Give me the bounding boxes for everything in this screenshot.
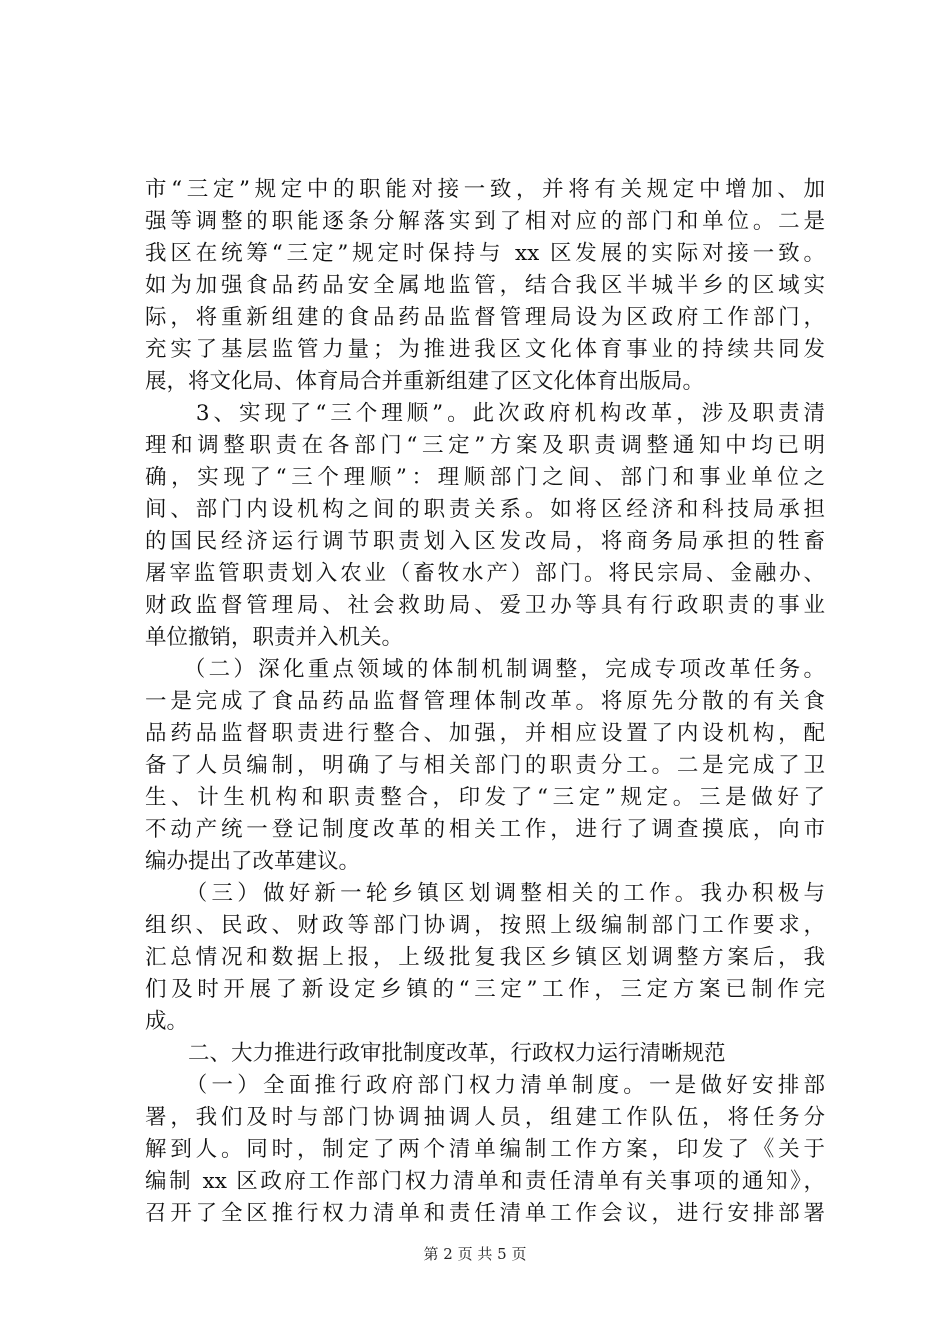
text-line: 召开了全区推行权力清单和责任清单工作会议，进行安排部署 bbox=[145, 1201, 825, 1226]
text-line: 成。 bbox=[145, 1009, 189, 1034]
page-footer: 第 2 页 共 5 页 bbox=[423, 1245, 527, 1263]
text-line: 二、大力推进行政审批制度改革，行政权力运行清晰规范 bbox=[145, 1041, 726, 1066]
text-line: 品药品监督职责进行整合、加强，并相应设置了内设机构，配 bbox=[145, 721, 825, 746]
text-line: 汇总情况和数据上报，上级批复我区乡镇区划调整方案后，我 bbox=[145, 945, 825, 970]
text-line: 编制 xx 区政府工作部门权力清单和责任清单有关事项的通知》， bbox=[145, 1169, 825, 1194]
text-line: 生、计生机构和职责整合，印发了“三定”规定。三是做好了 bbox=[145, 785, 825, 810]
document-body bbox=[145, 174, 825, 1230]
text-line: （二）深化重点领域的体制机制调整，完成专项改革任务。 bbox=[145, 657, 825, 682]
text-line: 组织、民政、财政等部门协调，按照上级编制部门工作要求， bbox=[145, 913, 825, 938]
text-line: 解到人。同时，制定了两个清单编制工作方案，印发了《关于 bbox=[145, 1137, 825, 1162]
text-line: 展，将文化局、体育局合并重新组建了区文化体育出版局。 bbox=[145, 369, 705, 394]
text-line: 充实了基层监管力量；为推进我区文化体育事业的持续共同发 bbox=[145, 337, 825, 362]
text-line: 署，我们及时与部门协调抽调人员，组建工作队伍，将任务分 bbox=[145, 1105, 825, 1130]
text-line: 们及时开展了新设定乡镇的“三定”工作，三定方案已制作完 bbox=[145, 977, 825, 1002]
text-line: 3、实现了“三个理顺”。此次政府机构改革，涉及职责清 bbox=[145, 401, 825, 426]
text-line: 单位撤销，职责并入机关。 bbox=[145, 625, 404, 650]
text-line: 屠宰监管职责划入农业（畜牧水产）部门。将民宗局、金融办、 bbox=[145, 561, 825, 586]
text-line: 的国民经济运行调节职责划入区发改局，将商务局承担的牲畜 bbox=[145, 529, 825, 554]
text-line: 编办提出了改革建议。 bbox=[145, 849, 361, 874]
text-line: 不动产统一登记制度改革的相关工作，进行了调查摸底，向市 bbox=[145, 817, 825, 842]
text-line: 际，将重新组建的食品药品监督管理局设为区政府工作部门， bbox=[145, 305, 825, 330]
text-line: 理和调整职责在各部门“三定”方案及职责调整通知中均已明 bbox=[145, 433, 825, 458]
text-line: 如为加强食品药品安全属地监管，结合我区半城半乡的区域实 bbox=[145, 273, 825, 298]
text-line: 强等调整的职能逐条分解落实到了相对应的部门和单位。二是 bbox=[145, 209, 825, 234]
text-line: 财政监督管理局、社会救助局、爱卫办等具有行政职责的事业 bbox=[145, 593, 825, 618]
text-line: 市“三定”规定中的职能对接一致，并将有关规定中增加、加 bbox=[145, 177, 825, 202]
text-line: （一）全面推行政府部门权力清单制度。一是做好安排部 bbox=[145, 1073, 825, 1098]
text-line: 一是完成了食品药品监督管理体制改革。将原先分散的有关食 bbox=[145, 689, 825, 714]
text-line: 间、部门内设机构之间的职责关系。如将区经济和科技局承担 bbox=[145, 497, 825, 522]
text-line: 我区在统筹“三定”规定时保持与 xx 区发展的实际对接一致。 bbox=[145, 241, 825, 266]
text-line: 备了人员编制，明确了与相关部门的职责分工。二是完成了卫 bbox=[145, 753, 825, 778]
text-line: 确，实现了“三个理顺”：理顺部门之间、部门和事业单位之 bbox=[145, 465, 825, 490]
text-line: （三）做好新一轮乡镇区划调整相关的工作。我办积极与 bbox=[145, 881, 825, 906]
